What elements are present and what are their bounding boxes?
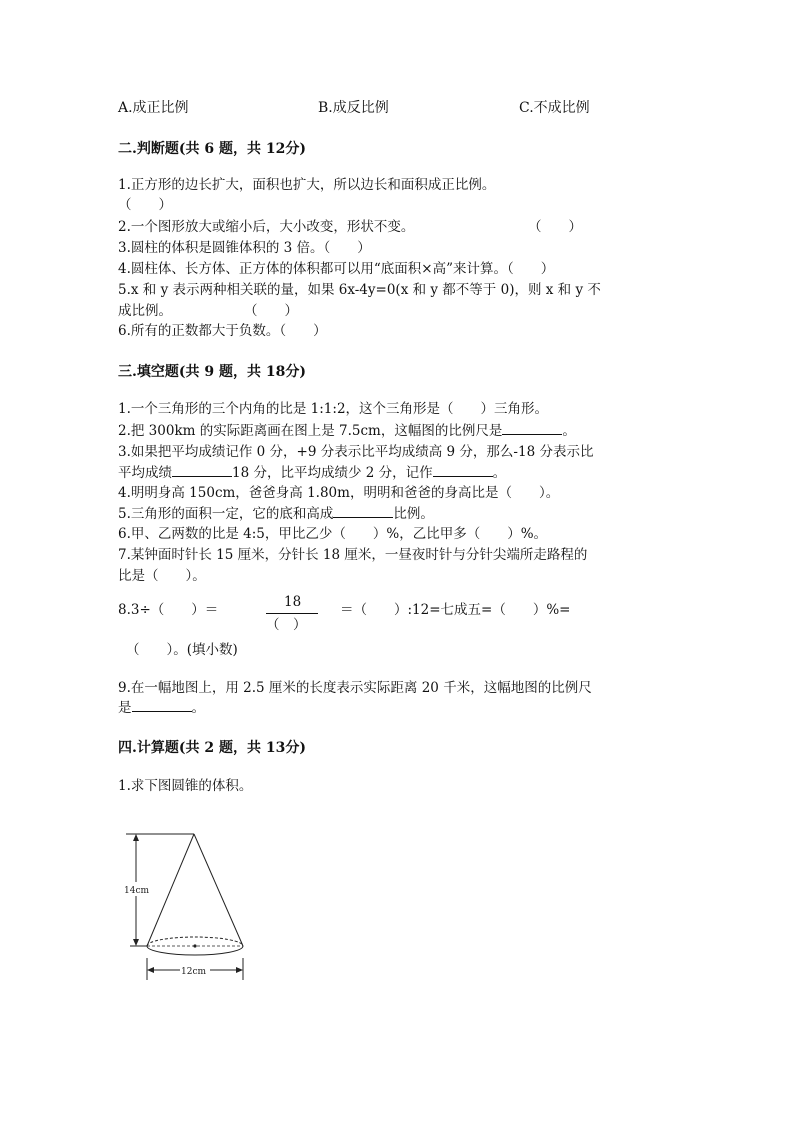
fill-q8-rest: ＝（ ）:12=七成五=（ ）%= [340,602,571,618]
answer-blank [502,422,562,435]
fraction-denominator: （ ） [266,617,307,633]
answer-blank [333,505,393,518]
section3-heading: 三.填空题(共 9 题，共 18分) [118,364,306,380]
height-arrow-top [133,834,139,841]
calc-q1: 1.求下图圆锥的体积。 [118,778,253,794]
judge-q5-line2: 成比例。 [118,303,172,319]
option-a: A.成正比例 [118,100,189,116]
answer-blank [433,464,493,477]
section4-heading: 四.计算题(共 2 题，共 13分) [118,740,306,756]
judge-q1: 1.正方形的边长扩大，面积也扩大，所以边长和面积成正比例。 [118,177,496,193]
fill-q5: 5.三角形的面积一定，它的底和高成 比例。 [118,506,434,522]
cone-right-side [194,834,243,946]
judge-q2: 2.一个图形放大或缩小后，大小改变，形状不变。 [118,219,415,235]
fill-q8-line2: （ ）。(填小数) [126,642,238,658]
fill-q3: 3.如果把平均成绩记作 0 分，+9 分表示比平均成绩高 9 分，那么-18 分表示比 [118,444,594,460]
option-c: C.不成比例 [519,100,590,116]
cone-left-side [147,834,194,946]
diameter-arrow-right [236,967,243,973]
fill-q7-line2: 比是（ ）。 [118,568,206,584]
judge-q2-paren: （ ） [528,219,582,235]
fill-q8-start: 8.3÷（ ）＝ [118,602,219,618]
judge-q5: 5.x 和 y 表示两种相关联的量，如果 6x-4y=0(x 和 y 都不等于 0)，则 x 和 y 不 [118,282,601,298]
fill-q9: 9.在一幅地图上，用 2.5 厘米的长度表示实际距离 20 千米，这幅地图的比例尺 [118,680,592,696]
option-b: B.成反比例 [318,100,389,116]
diameter-label: 12cm [181,967,207,977]
answer-blank [172,464,232,477]
fill-q3-line2: 平均成绩 18 分，比平均成绩少 2 分，记作 。 [118,465,507,481]
judge-q3: 3.圆柱的体积是圆锥体积的 3 倍。（ ） [118,240,371,256]
judge-q6: 6.所有的正数都大于负数。（ ） [118,323,327,339]
base-center-dot [193,944,196,947]
fill-q2: 2.把 300km 的实际距离画在图上是 7.5cm，这幅图的比例尺是 。 [118,423,576,439]
fill-q4: 4.明明身高 150cm，爸爸身高 1.80m，明明和爸爸的身高比是（ ）。 [118,485,560,501]
height-arrow-bottom [133,939,139,946]
fill-q7: 7.某钟面时针长 15 厘米，分针长 18 厘米，一昼夜时针与分针尖端所走路程的 [118,547,588,563]
fill-q9-line2: 是 。 [118,700,205,716]
fraction-numerator: 18 [284,594,302,610]
diameter-arrow-left [147,967,154,973]
fill-q1: 1.一个三角形的三个内角的比是 1:1:2，这个三角形是（ ）三角形。 [118,401,549,417]
answer-blank [132,699,192,712]
judge-q5-paren: （ ） [244,303,298,319]
cone-figure [120,828,260,988]
fill-q6: 6.甲、乙两数的比是 4:5，甲比乙少（ ）%，乙比甲多（ ）%。 [118,526,548,542]
section2-heading: 二.判断题(共 6 题，共 12分) [118,141,306,157]
judge-q1-paren: （ ） [118,197,172,213]
judge-q4: 4.圆柱体、长方体、正方体的体积都可以用“底面积×高”来计算。（ ） [118,261,555,277]
height-label: 14cm [124,886,150,896]
